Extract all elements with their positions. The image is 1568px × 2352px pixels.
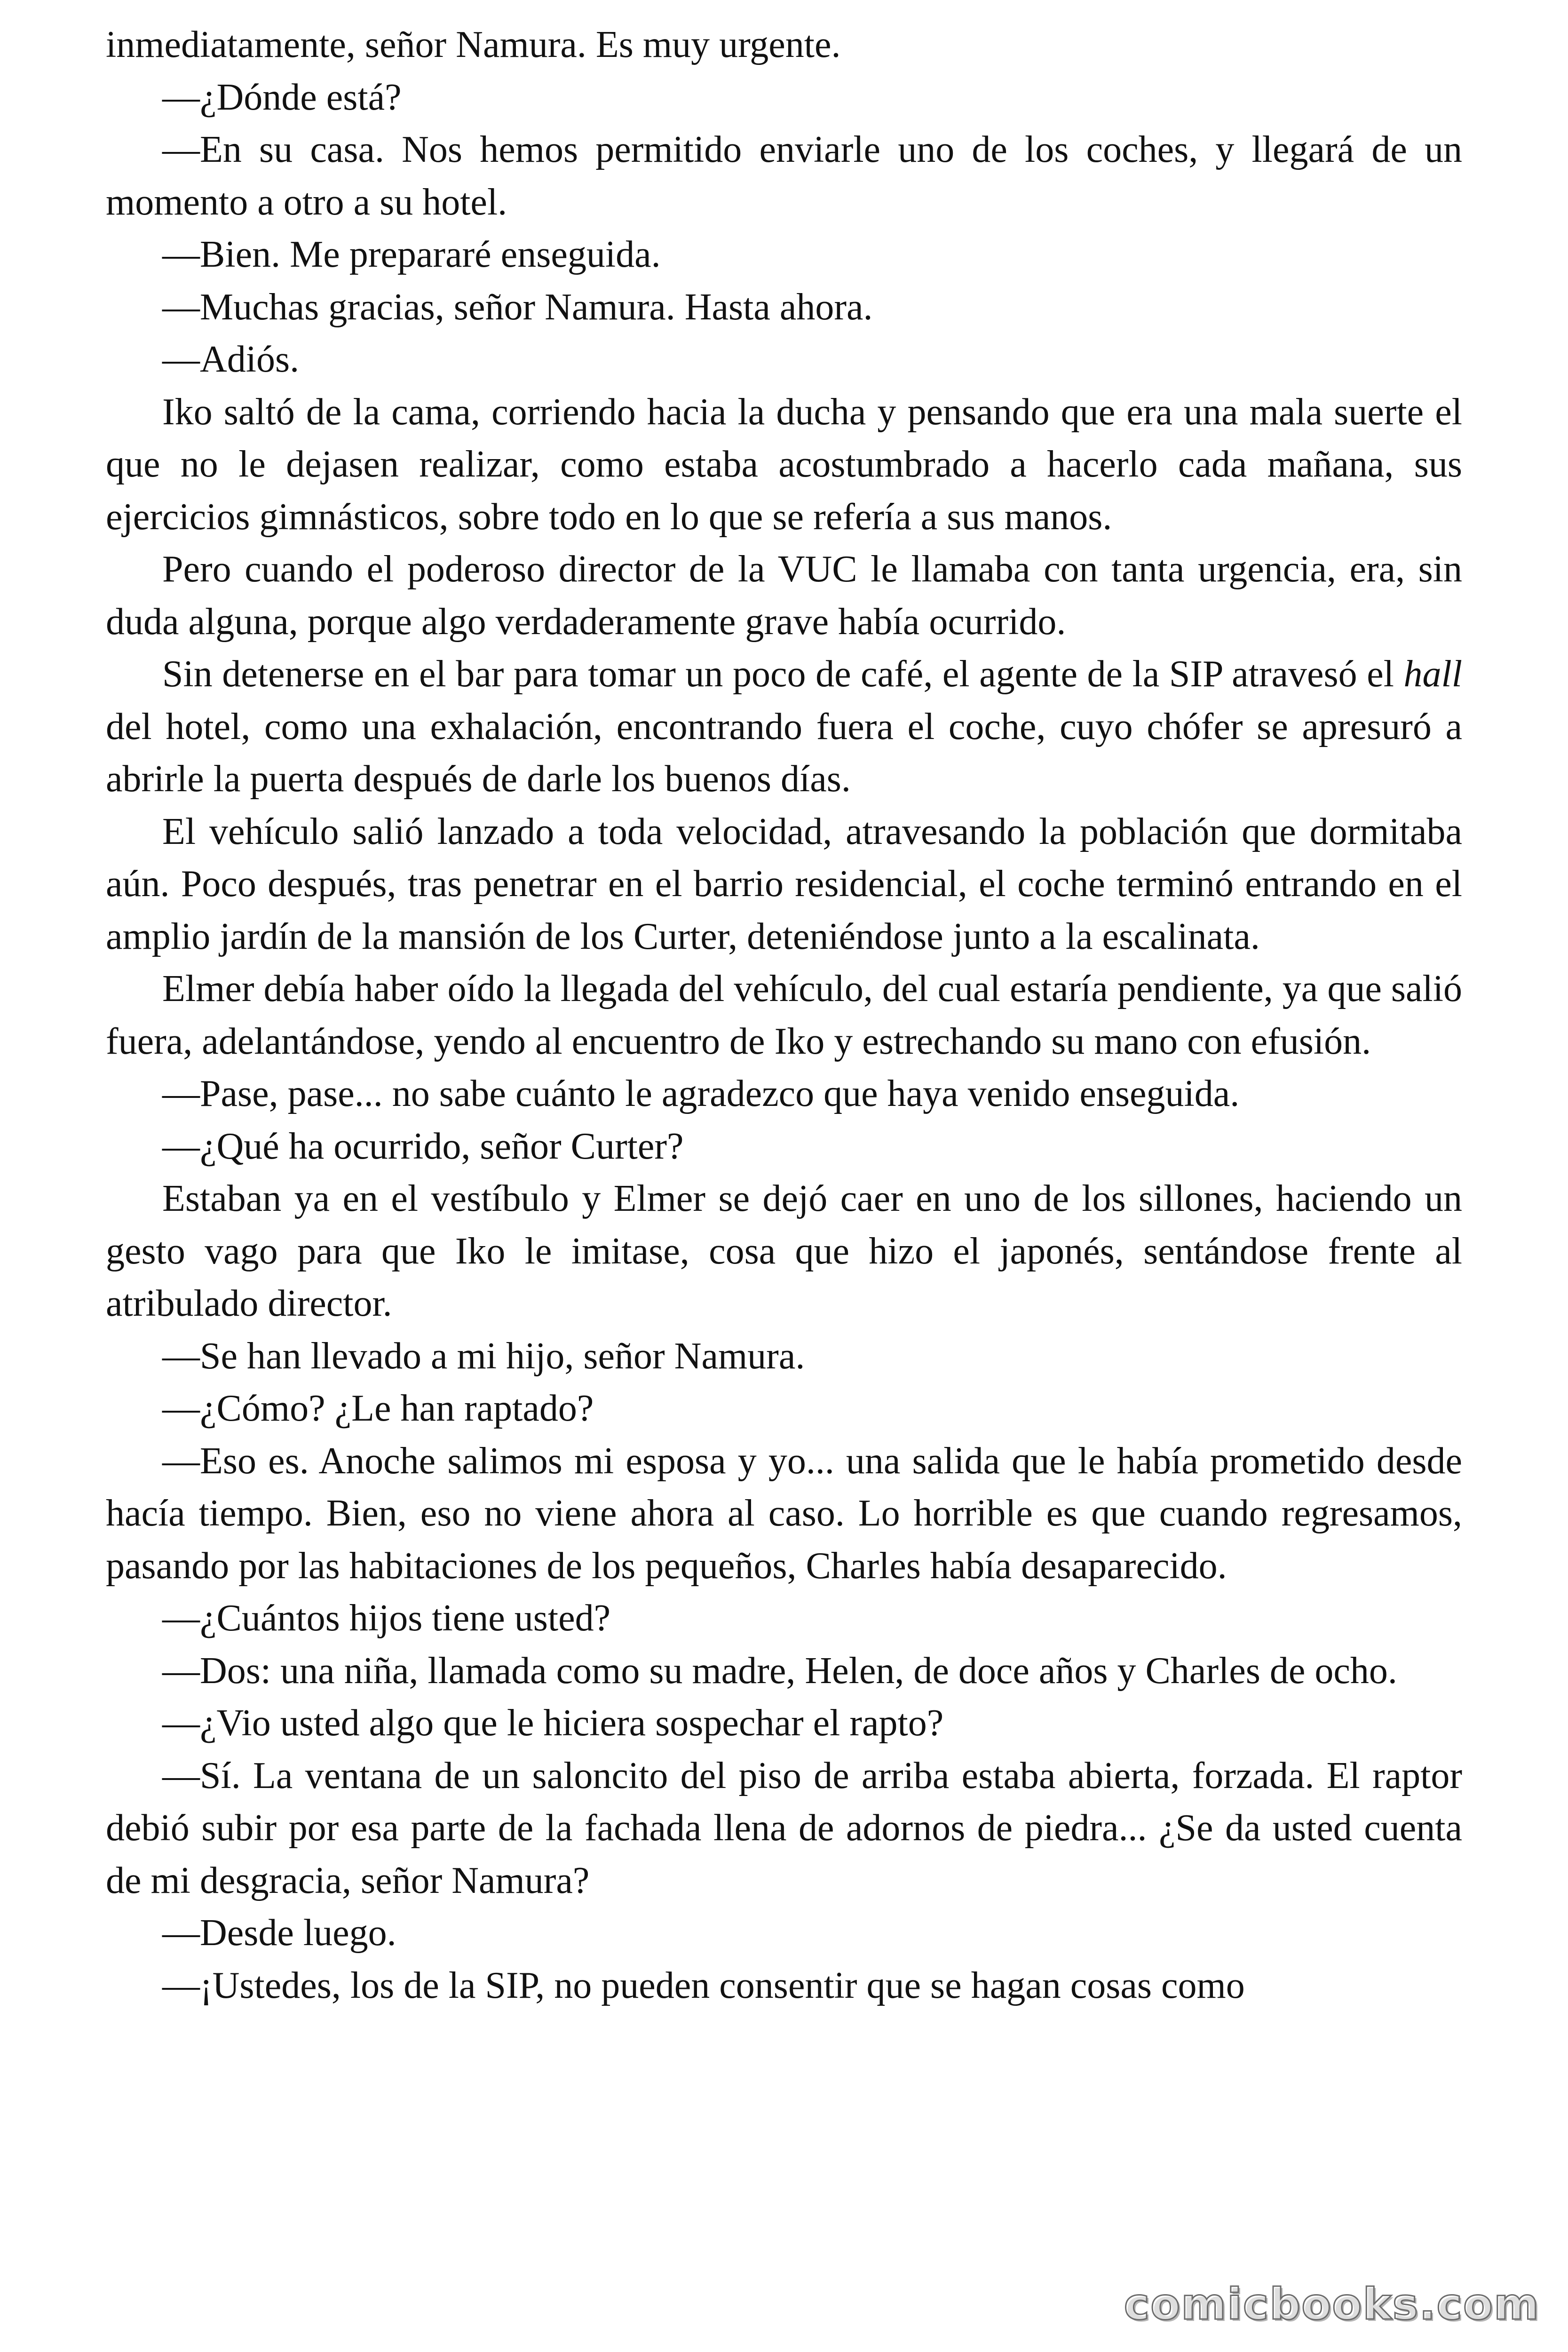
paragraph-22: —Desde luego. [162,1912,396,1954]
paragraph-21: —Sí. La ventana de un saloncito del piso de arriba estaba abierta, forzada. El raptor debió subir por esa parte de la fachada llena de adornos de piedra... ¿Se da usted cuenta de mi desgracia, señor Namura? [106,1755,1462,1901]
paragraph-7: Iko saltó de la cama, corriendo hacia la ducha y pensando que era una mala suerte el que no le dejasen realizar, como estaba acostumbrado a hacerlo cada mañana, sus ejercicios gimnásticos, sobre todo en lo que se refería a sus manos. [106,391,1462,538]
paragraph-1: inmediatamente, señor Namura. Es muy urgente. [106,24,841,65]
paragraph-9-after: del hotel, como una exhalación, encontrando fuera el coche, cuyo chófer se apresuró a abrirle la puerta después de darle los buenos días. [106,706,1462,800]
paragraph-20: —¿Vio usted algo que le hiciera sospechar el rapto? [162,1702,944,1744]
watermark-logo: comicbooks.com [1124,2279,1540,2329]
paragraph-18: —¿Cuántos hijos tiene usted? [162,1597,611,1639]
paragraph-5: —Muchas gracias, señor Namura. Hasta ahora. [162,286,873,328]
paragraph-13: —¿Qué ha ocurrido, señor Curter? [162,1125,684,1167]
paragraph-8: Pero cuando el poderoso director de la VUC le llamaba con tanta urgencia, era, sin duda alguna, porque algo verdaderamente grave había ocurrido. [106,548,1462,643]
italic-word: hall [1403,653,1462,695]
paragraph-11: Elmer debía haber oído la llegada del vehículo, del cual estaría pendiente, ya que salió fuera, adelantándose, yendo al encuentro de Iko y estrechando su mano con efusión. [106,968,1462,1062]
paragraph-3: —En su casa. Nos hemos permitido enviarle uno de los coches, y llegará de un momento a otro a su hotel. [106,129,1462,223]
paragraph-19: —Dos: una niña, llamada como su madre, Helen, de doce años y Charles de ocho. [162,1650,1397,1692]
paragraph-14: Estaban ya en el vestíbulo y Elmer se dejó caer en uno de los sillones, haciendo un gesto vago para que Iko le imitase, cosa que hizo el japonés, sentándose frente al atribulado director. [106,1178,1462,1324]
paragraph-9-before: Sin detenerse en el bar para tomar un poco de café, el agente de la SIP atravesó el [162,653,1404,695]
paragraph-10: El vehículo salió lanzado a toda velocidad, atravesando la población que dormitaba aún. Poco después, tras penetrar en el barrio residencial, el coche terminó entrando en el amplio jardín de la mansión de los Curter, deteniéndose junto a la escalinata. [106,810,1462,957]
paragraph-4: —Bien. Me prepararé enseguida. [162,234,661,275]
paragraph-15: —Se han llevado a mi hijo, señor Namura. [162,1335,805,1377]
paragraph-9 [106,648,1462,806]
paragraph-12: —Pase, pase... no sabe cuánto le agradezco que haya venido enseguida. [162,1073,1240,1114]
paragraph-23: —¡Ustedes, los de la SIP, no pueden consentir que se hagan cosas como [162,1964,1245,2006]
paragraph-2: —¿Dónde está? [162,76,402,118]
paragraph-6: —Adiós. [162,339,300,380]
paragraph-16: —¿Cómo? ¿Le han raptado? [162,1388,594,1429]
paragraph-17: —Eso es. Anoche salimos mi esposa y yo... una salida que le había prometido desde hacía tiempo. Bien, eso no viene ahora al caso. Lo horrible es que cuando regresamos, pasando por las habitaciones de los pequeños, Charles había desaparecido. [106,1440,1462,1587]
